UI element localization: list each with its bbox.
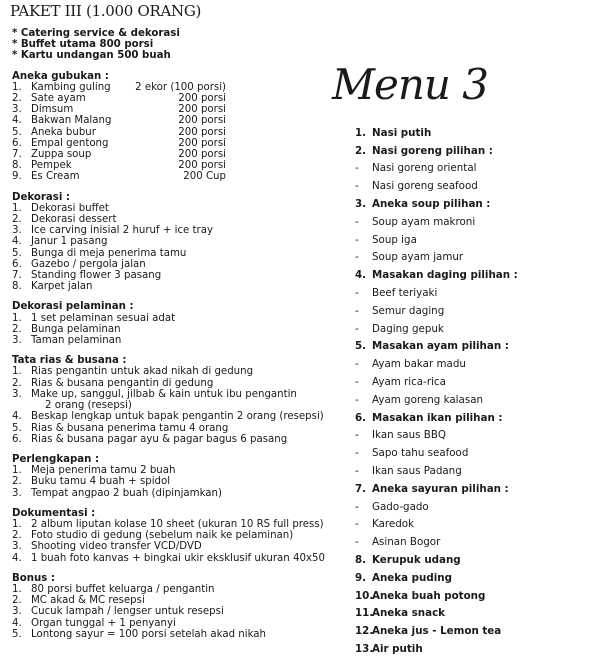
item-text: Meja penerima tamu 2 buah xyxy=(31,465,176,477)
item-number: 9. xyxy=(12,171,22,183)
item-number: 3. xyxy=(12,487,22,499)
section xyxy=(12,454,332,499)
menu-item-text: Masakan daging pilihan : xyxy=(372,269,518,282)
item-continuation: 2 orang (resepsi) xyxy=(45,400,132,412)
list-item xyxy=(12,138,332,149)
item-text: Aneka bubur xyxy=(31,126,96,138)
item-number: 3. xyxy=(12,104,22,116)
list-item xyxy=(12,127,332,138)
item-text: Foto studio di gedung (sebelum naik ke pelaminan) xyxy=(31,530,294,542)
menu-course xyxy=(355,266,595,284)
list-item xyxy=(12,270,332,281)
menu-item-number: 2. xyxy=(355,144,367,157)
item-number: 1. xyxy=(12,202,22,214)
section-heading: Dokumentasi : xyxy=(12,507,96,519)
menu-list xyxy=(355,124,595,658)
item-text: Buku tamu 4 buah + spidol xyxy=(31,476,171,488)
list-item xyxy=(12,378,332,389)
menu-item-text: Aneka soup pilihan : xyxy=(372,198,491,211)
item-text: Pempek xyxy=(31,160,72,172)
item-number: 7. xyxy=(12,270,22,282)
item-number: 4. xyxy=(12,617,22,629)
menu-item-number: - xyxy=(355,304,359,317)
section xyxy=(12,355,332,445)
item-text: Shooting video transfer VCD/DVD xyxy=(31,541,202,553)
menu-item-number: - xyxy=(355,500,359,513)
menu-item-number: - xyxy=(355,358,359,371)
menu-item-text: Air putih xyxy=(372,643,423,655)
menu-course xyxy=(355,605,595,623)
menu-item-text: Nasi goreng oriental xyxy=(372,162,477,175)
list-item xyxy=(12,488,332,499)
item-number: 5. xyxy=(12,247,22,259)
menu-item-text: Gado-gado xyxy=(372,500,429,513)
item-number: 2. xyxy=(12,595,22,607)
item-text: Rias & busana pagar ayu & pagar bagus 6 pasang xyxy=(31,433,288,445)
item-number: 3. xyxy=(12,225,22,237)
menu-course xyxy=(355,569,595,587)
item-quantity: 200 porsi xyxy=(178,126,226,138)
item-number: 4. xyxy=(12,552,22,564)
list-item xyxy=(12,248,332,259)
item-number: 2. xyxy=(12,476,22,488)
item-number: 7. xyxy=(12,149,22,161)
item-number: 1. xyxy=(12,366,22,378)
list-item xyxy=(12,476,332,487)
item-text: Es Cream xyxy=(31,171,80,183)
menu-item-text: Aneka puding xyxy=(372,571,452,584)
item-number: 8. xyxy=(12,160,22,172)
section-heading: Bonus : xyxy=(12,572,55,584)
list-item xyxy=(12,335,332,346)
item-number: 1. xyxy=(12,81,22,93)
menu-option xyxy=(355,533,595,551)
list-item xyxy=(12,595,332,606)
menu-course xyxy=(355,124,595,142)
menu-item-text: Soup ayam jamur xyxy=(372,251,464,264)
section-heading: Dekorasi : xyxy=(12,191,70,203)
list-item xyxy=(12,281,332,292)
list-item xyxy=(12,313,332,324)
item-quantity: 200 porsi xyxy=(178,137,226,149)
menu-option xyxy=(355,320,595,338)
highlight-list xyxy=(12,28,332,62)
item-text: 1 buah foto kanvas + bingkai ukir eksklusif ukuran 40x50 xyxy=(31,552,325,564)
list-item xyxy=(12,606,332,617)
menu-item-number: - xyxy=(355,251,359,264)
menu-item-text: Aneka jus - Lemon tea xyxy=(372,625,502,638)
item-number: 1. xyxy=(12,583,22,595)
item-text: Janur 1 pasang xyxy=(31,236,108,248)
menu-option xyxy=(355,355,595,373)
item-number: 5. xyxy=(12,126,22,138)
list-item xyxy=(12,149,332,160)
item-number: 2. xyxy=(12,214,22,226)
menu-item-number: 8. xyxy=(355,554,367,567)
item-text: Cucuk lampah / lengser untuk resepsi xyxy=(31,606,224,618)
section-heading: Aneka gubukan : xyxy=(12,70,109,82)
item-text: 80 porsi buffet keluarga / pengantin xyxy=(31,583,215,595)
menu-item-number: 1. xyxy=(355,126,367,139)
list-item xyxy=(12,171,332,182)
menu-course xyxy=(355,480,595,498)
menu-item-number: - xyxy=(355,393,359,406)
menu-item-text: Semur daging xyxy=(372,304,445,317)
menu-item-text: Masakan ayam pilihan : xyxy=(372,340,509,353)
menu-item-number: 4. xyxy=(355,269,367,282)
item-number: 3. xyxy=(12,541,22,553)
section-heading: Dekorasi pelaminan : xyxy=(12,301,134,313)
item-text: Bunga pelaminan xyxy=(31,323,121,335)
menu-option xyxy=(355,373,595,391)
package-details xyxy=(12,28,332,640)
item-number: 2. xyxy=(12,377,22,389)
list-item xyxy=(12,618,332,629)
menu-item-number: - xyxy=(355,376,359,389)
menu-option xyxy=(355,462,595,480)
menu-item-number: - xyxy=(355,429,359,442)
section xyxy=(12,192,332,293)
item-number: 6. xyxy=(12,433,22,445)
item-text: Gazebo / pergola jalan xyxy=(31,258,146,270)
item-number: 8. xyxy=(12,281,22,293)
menu-item-text: Ayam rica-rica xyxy=(372,376,446,389)
item-text: Rias & busana pengantin di gedung xyxy=(31,377,214,389)
menu-item-number: - xyxy=(355,322,359,335)
item-text: Make up, sanggul, jilbab & kain untuk ibu pengantin xyxy=(31,388,297,400)
item-text: Organ tunggal + 1 penyanyi xyxy=(31,617,176,629)
menu-item-number: 5. xyxy=(355,340,367,353)
list-item xyxy=(12,324,332,335)
menu-course xyxy=(355,622,595,640)
menu-course xyxy=(355,195,595,213)
menu-item-number: 12. xyxy=(355,625,374,638)
item-quantity: 200 porsi xyxy=(178,149,226,161)
menu-item-number: - xyxy=(355,180,359,193)
highlight-item: * Kartu undangan 500 buah xyxy=(12,50,171,62)
list-item xyxy=(12,160,332,171)
item-text: MC akad & MC resepsi xyxy=(31,595,145,607)
list-item xyxy=(12,389,332,400)
item-number: 6. xyxy=(12,258,22,270)
list-item xyxy=(12,411,332,422)
menu-item-text: Karedok xyxy=(372,518,415,531)
menu-item-text: Aneka sayuran pilihan : xyxy=(372,482,509,495)
menu-option xyxy=(355,249,595,267)
menu-item-number: - xyxy=(355,287,359,300)
list-item xyxy=(12,82,332,93)
menu-item-number: 11. xyxy=(355,607,374,620)
list-item xyxy=(12,519,332,530)
item-text: Ice carving inisial 2 huruf + ice tray xyxy=(31,225,214,237)
item-text: Dekorasi dessert xyxy=(31,214,117,226)
section-heading: Tata rias & busana : xyxy=(12,355,127,367)
menu-item-text: Asinan Bogor xyxy=(372,536,441,549)
item-text: Beskap lengkap untuk bapak pengantin 2 orang (resepsi) xyxy=(31,411,324,423)
item-number: 4. xyxy=(12,411,22,423)
menu-item-text: Beef teriyaki xyxy=(372,287,438,300)
list-item xyxy=(12,259,332,270)
section xyxy=(12,573,332,640)
item-text: Bakwan Malang xyxy=(31,115,112,127)
section xyxy=(12,301,332,346)
item-number: 3. xyxy=(12,606,22,618)
menu-item-text: Nasi goreng seafood xyxy=(372,180,478,193)
item-text: Lontong sayur = 100 porsi setelah akad nikah xyxy=(31,628,266,640)
menu-option xyxy=(355,231,595,249)
section-heading: Perlengkapan : xyxy=(12,453,100,465)
item-text: Standing flower 3 pasang xyxy=(31,270,162,282)
menu-option xyxy=(355,427,595,445)
item-quantity: 2 ekor (100 porsi) xyxy=(135,81,226,93)
menu-course xyxy=(355,551,595,569)
menu-option xyxy=(355,160,595,178)
list-item xyxy=(12,541,332,552)
item-number: 5. xyxy=(12,628,22,640)
item-number: 5. xyxy=(12,422,22,434)
menu-item-text: Ikan saus BBQ xyxy=(372,429,446,442)
menu-item-text: Soup iga xyxy=(372,233,417,246)
item-number: 1. xyxy=(12,518,22,530)
list-item xyxy=(12,465,332,476)
item-text: Bunga di meja penerima tamu xyxy=(31,247,187,259)
list-item xyxy=(12,104,332,115)
list-item xyxy=(12,214,332,225)
menu-item-text: Masakan ikan pilihan : xyxy=(372,411,503,424)
menu-course xyxy=(355,587,595,605)
menu-option xyxy=(355,391,595,409)
menu-item-number: - xyxy=(355,162,359,175)
list-item xyxy=(12,225,332,236)
list-item xyxy=(12,423,332,434)
menu-option xyxy=(355,498,595,516)
menu-option xyxy=(355,302,595,320)
list-item xyxy=(12,629,332,640)
item-quantity: 200 Cup xyxy=(183,171,226,183)
item-text: Rias pengantin untuk akad nikah di gedung xyxy=(31,366,254,378)
menu-item-text: Aneka buah potong xyxy=(372,589,486,602)
list-item xyxy=(12,434,332,445)
item-number: 2. xyxy=(12,323,22,335)
item-text: Sate ayam xyxy=(31,93,86,105)
list-item xyxy=(12,236,332,247)
item-text: 1 set pelaminan sesuai adat xyxy=(31,312,176,324)
list-item xyxy=(12,366,332,377)
item-number: 3. xyxy=(12,335,22,347)
item-text: Rias & busana penerima tamu 4 orang xyxy=(31,422,229,434)
menu-item-text: Ayam bakar madu xyxy=(372,358,466,371)
item-quantity: 200 porsi xyxy=(178,104,226,116)
menu-option xyxy=(355,444,595,462)
menu-option xyxy=(355,284,595,302)
item-quantity: 200 porsi xyxy=(178,160,226,172)
list-item xyxy=(12,584,332,595)
list-item xyxy=(12,203,332,214)
menu-item-text: Aneka snack xyxy=(372,607,446,620)
menu-item-text: Nasi putih xyxy=(372,126,432,139)
menu-item-text: Ayam goreng kalasan xyxy=(372,393,484,406)
menu-item-number: - xyxy=(355,465,359,478)
menu-item-number: 10. xyxy=(355,589,374,602)
menu-course xyxy=(355,409,595,427)
item-number: 3. xyxy=(12,388,22,400)
menu-item-number: - xyxy=(355,233,359,246)
item-text: Zuppa soup xyxy=(31,149,92,161)
item-text: Karpet jalan xyxy=(31,281,93,293)
item-text: Tempat angpao 2 buah (dipinjamkan) xyxy=(31,487,222,499)
menu-option xyxy=(355,516,595,534)
list-item xyxy=(12,93,332,104)
list-item xyxy=(12,553,332,564)
item-text: Taman pelaminan xyxy=(31,335,122,347)
menu-item-text: Sapo tahu seafood xyxy=(372,447,469,460)
item-quantity: 200 porsi xyxy=(178,115,226,127)
menu-item-number: 6. xyxy=(355,411,367,424)
package-title: PAKET III (1.000 ORANG) xyxy=(10,2,202,20)
item-number: 2. xyxy=(12,530,22,542)
item-number: 1. xyxy=(12,312,22,324)
item-text: Kambing guling xyxy=(31,81,111,93)
item-text: Empal gentong xyxy=(31,137,109,149)
item-number: 4. xyxy=(12,115,22,127)
menu-course xyxy=(355,142,595,160)
section-list xyxy=(12,71,332,640)
item-number: 4. xyxy=(12,236,22,248)
item-number: 2. xyxy=(12,93,22,105)
menu-item-number: 3. xyxy=(355,198,367,211)
item-text: Dimsum xyxy=(31,104,74,116)
menu-item-text: Soup ayam makroni xyxy=(372,215,476,228)
menu-item-text: Kerupuk udang xyxy=(372,554,461,567)
item-quantity: 200 porsi xyxy=(178,93,226,105)
menu-item-text: Nasi goreng pilihan : xyxy=(372,144,493,157)
menu-item-number: - xyxy=(355,447,359,460)
section xyxy=(12,71,332,183)
menu-title: Menu 3 xyxy=(332,60,489,109)
menu-item-number: 13. xyxy=(355,643,374,655)
menu-course xyxy=(355,640,595,658)
highlight-item: * Catering service & dekorasi xyxy=(12,28,180,39)
item-number: 6. xyxy=(12,137,22,149)
item-text: Dekorasi buffet xyxy=(31,202,109,214)
section xyxy=(12,508,332,564)
menu-option xyxy=(355,213,595,231)
menu-item-number: 9. xyxy=(355,571,367,584)
menu-course xyxy=(355,338,595,356)
highlight-item: * Buffet utama 800 porsi xyxy=(12,39,154,51)
menu-item-number: - xyxy=(355,536,359,549)
menu-option xyxy=(355,177,595,195)
menu-item-number: 7. xyxy=(355,482,367,495)
menu-item-text: Daging gepuk xyxy=(372,322,444,335)
item-text: 2 album liputan kolase 10 sheet (ukuran 10 RS full press) xyxy=(31,518,324,530)
list-item xyxy=(12,530,332,541)
list-item xyxy=(12,115,332,126)
item-number: 1. xyxy=(12,465,22,477)
menu-item-text: Ikan saus Padang xyxy=(372,465,462,478)
menu-item-number: - xyxy=(355,215,359,228)
menu-item-number: - xyxy=(355,518,359,531)
